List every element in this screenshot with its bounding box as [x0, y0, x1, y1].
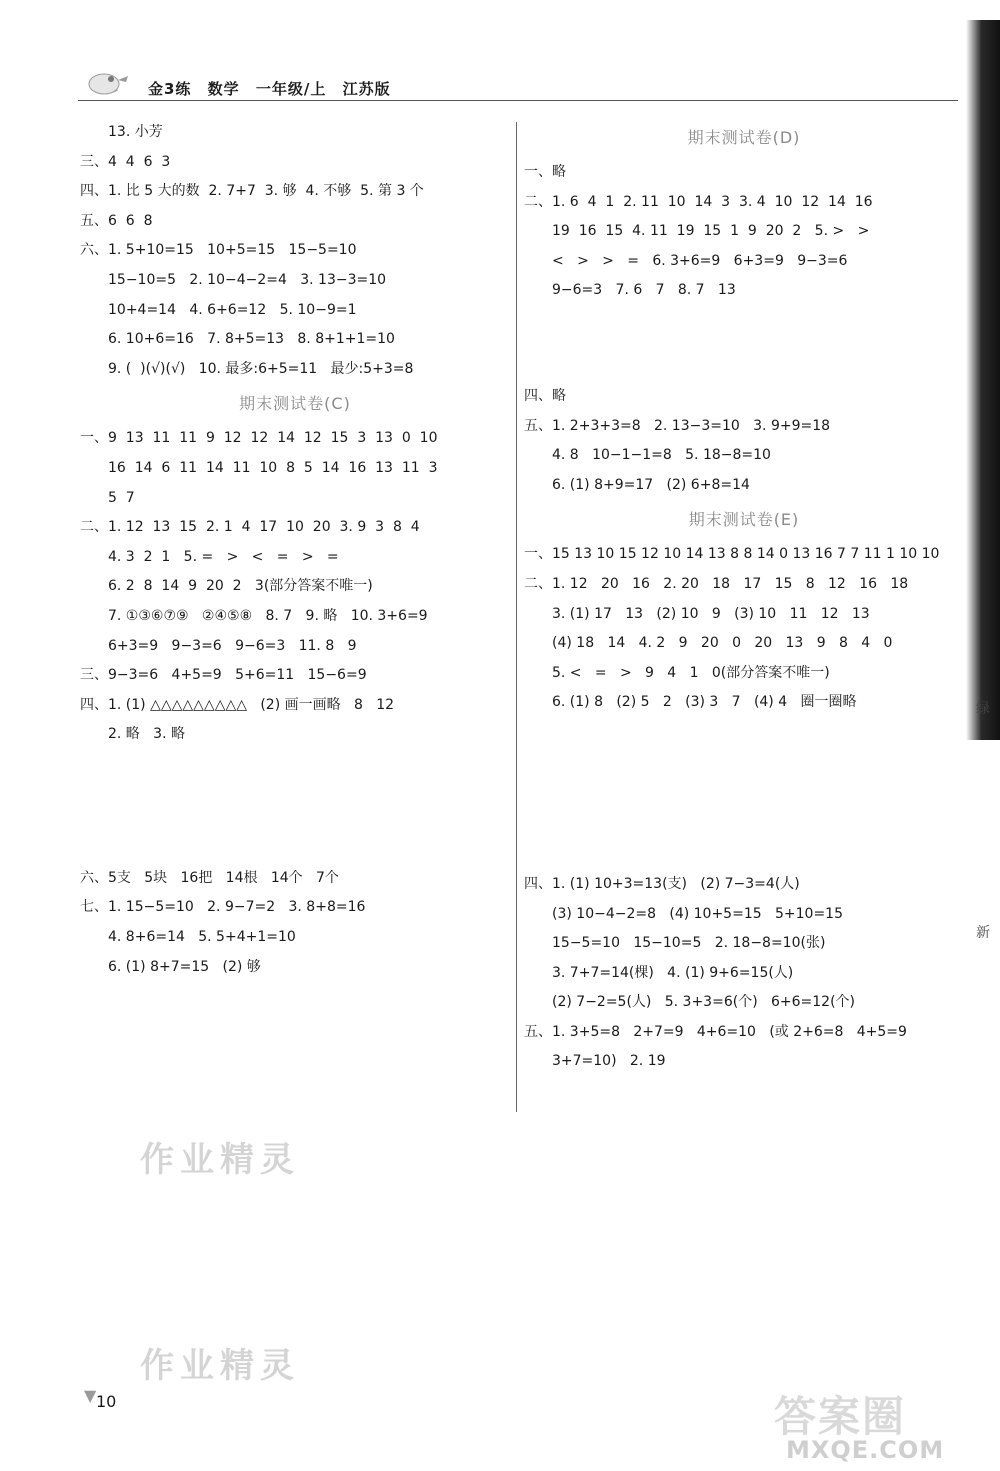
answer-line: 6. 2 8 14 9 20 2 3(部分答案不唯一) — [108, 578, 373, 595]
answer-line: 三、9−3=6 4+5=9 5+6=11 15−6=9 — [80, 667, 367, 684]
answer-line: 6. (1) 8+7=15 (2) 够 — [108, 958, 261, 975]
scanned-page-edge — [966, 20, 1000, 740]
grade-name: 一年级/上 — [255, 80, 327, 98]
header-divider — [78, 100, 958, 101]
answer-line: (3) 10−4−2=8 (4) 10+5=15 5+10=15 — [552, 905, 843, 922]
answer-line: 9−6=3 7. 6 7 8. 7 13 — [552, 282, 736, 299]
answer-line: 2. 略 3. 略 — [108, 726, 185, 743]
answer-line: 9. ( )(√)(√) 10. 最多:6+5=11 最少:5+3=8 — [108, 360, 414, 377]
answer-line: 四、1. 比 5 大的数 2. 7+7 3. 够 4. 不够 5. 第 3 个 — [80, 183, 424, 200]
answer-line: 6. (1) 8 (2) 5 2 (3) 3 7 (4) 4 圈一圈略 — [552, 694, 857, 711]
answer-line: 四、1. (1) 10+3=13(支) (2) 7−3=4(人) — [524, 875, 800, 892]
bird-logo-icon — [82, 62, 138, 98]
edge-glyph: 绿 — [976, 701, 990, 717]
watermark-logo-text: 答案圈 — [774, 1392, 907, 1441]
answer-line: 四、1. (1) △△△△△△△△△ (2) 画一画略 8 12 — [80, 696, 395, 713]
answer-line-with-boxes — [524, 306, 964, 344]
site-watermark — [774, 1384, 994, 1468]
answer-line-with-boxes — [524, 344, 964, 382]
answer-line: 19 16 15 4. 11 19 15 1 9 20 2 5. > > — [552, 223, 870, 240]
answer-line: 六、5支 5块 16把 14根 14个 7个 — [80, 869, 339, 886]
edition-name: 江苏版 — [342, 80, 391, 98]
answer-line: 3. 7+7=14(棵) 4. (1) 9+6=15(人) — [552, 964, 794, 981]
answer-line: 4. 8 10−1−1=8 5. 18−8=10 — [552, 447, 771, 464]
answer-line: 四、略 — [524, 387, 566, 404]
answer-line: 二、1. 6 4 1 2. 11 10 14 3 3. 4 10 12 14 16 — [524, 193, 873, 210]
subject-name: 数学 — [207, 80, 240, 98]
edge-glyph: 新 — [976, 925, 990, 941]
section-title-c: 期末测试卷(C) — [239, 394, 351, 414]
answer-line: 一、9 13 11 11 9 12 12 14 12 15 3 13 0 10 — [80, 430, 438, 447]
answer-line: 4. 8+6=14 5. 5+4+1=10 — [108, 929, 296, 946]
answer-line: 五、1. 3+5=8 2+7=9 4+6=10 (或 2+6=8 4+5=9 — [524, 1023, 907, 1040]
answer-line: 3+7=10) 2. 19 — [552, 1053, 666, 1070]
answer-line: 6. 10+6=16 7. 8+5=13 8. 8+1+1=10 — [108, 331, 395, 348]
series-name: 金3练 — [148, 80, 192, 98]
answer-line-with-boxes — [80, 750, 510, 788]
box-row — [80, 826, 510, 864]
answer-line: 一、略 — [524, 164, 566, 180]
answer-line: 二、1. 12 13 15 2. 1 4 17 10 20 3. 9 3 8 4 — [80, 519, 420, 536]
answer-line: (2) 7−2=5(人) 5. 3+3=6(个) 6+6=12(个) — [552, 994, 856, 1011]
section-title-e: 期末测试卷(E) — [688, 510, 800, 530]
box-row — [80, 788, 510, 826]
answer-line-with-boxes — [524, 756, 964, 794]
faded-stamp: 作业精灵 — [140, 1346, 300, 1386]
answer-line: 15−10=5 2. 10−4−2=4 3. 13−3=10 — [108, 271, 387, 288]
left-column — [80, 118, 510, 982]
answer-line: 3. (1) 17 13 (2) 10 9 (3) 10 11 12 13 — [552, 605, 870, 622]
answer-line: 10+4=14 4. 6+6=12 5. 10−9=1 — [108, 301, 357, 318]
answer-line: 15−5=10 15−10=5 2. 18−8=10(张) — [552, 935, 826, 952]
answer-line: 7. ①③⑥⑦⑨ ②④⑤⑧ 8. 7 9. 略 10. 3+6=9 — [108, 607, 428, 624]
column-divider — [516, 122, 517, 1112]
answer-line: 七、1. 15−5=10 2. 9−7=2 3. 8+8=16 — [80, 899, 366, 916]
answer-line: < > > = 6. 3+6=9 6+3=9 9−3=6 — [552, 252, 848, 269]
answer-line: 一、15 13 10 15 12 10 14 13 8 8 14 0 13 16 7 7 11 1 10 10 — [524, 546, 940, 563]
answer-line-with-boxes — [524, 832, 964, 870]
answer-line: 五、6 6 8 — [80, 212, 153, 229]
section-title-d: 期末测试卷(D) — [687, 128, 801, 147]
answer-line-with-boxes — [524, 718, 964, 756]
answer-line-with-boxes — [524, 794, 964, 832]
page-header — [78, 62, 958, 102]
watermark-url: MXQE.COM — [786, 1436, 945, 1464]
answer-line: 5. < = > 9 4 1 0(部分答案不唯一) — [552, 664, 830, 681]
answer-line: 4. 3 2 1 5. = > < = > = — [108, 548, 339, 565]
page-title — [148, 78, 401, 99]
right-column — [524, 118, 964, 1077]
answer-line: 6+3=9 9−3=6 9−6=3 11. 8 9 — [108, 637, 357, 654]
answer-line: 六、1. 5+10=15 10+5=15 15−5=10 — [80, 242, 357, 259]
answer-line: 6. (1) 8+9=17 (2) 6+8=14 — [552, 476, 750, 493]
answer-line: (4) 18 14 4. 2 9 20 0 20 13 9 8 4 0 — [552, 635, 893, 652]
answer-line: 五、1. 2+3+3=8 2. 13−3=10 3. 9+9=18 — [524, 417, 831, 434]
answer-line: 16 14 6 11 14 11 10 8 5 14 16 13 11 3 — [108, 459, 438, 476]
answer-line: 二、1. 12 20 16 2. 20 18 17 15 8 12 16 18 — [524, 575, 909, 592]
page-corner-mark-icon: ▼ — [84, 1386, 97, 1405]
answer-line: 5 7 — [108, 489, 135, 506]
answer-line: 三、4 4 6 3 — [80, 153, 171, 170]
page-number: 10 — [96, 1392, 117, 1411]
answer-line: 13. 小芳 — [108, 124, 163, 140]
faded-stamp: 作业精灵 — [140, 1140, 300, 1180]
